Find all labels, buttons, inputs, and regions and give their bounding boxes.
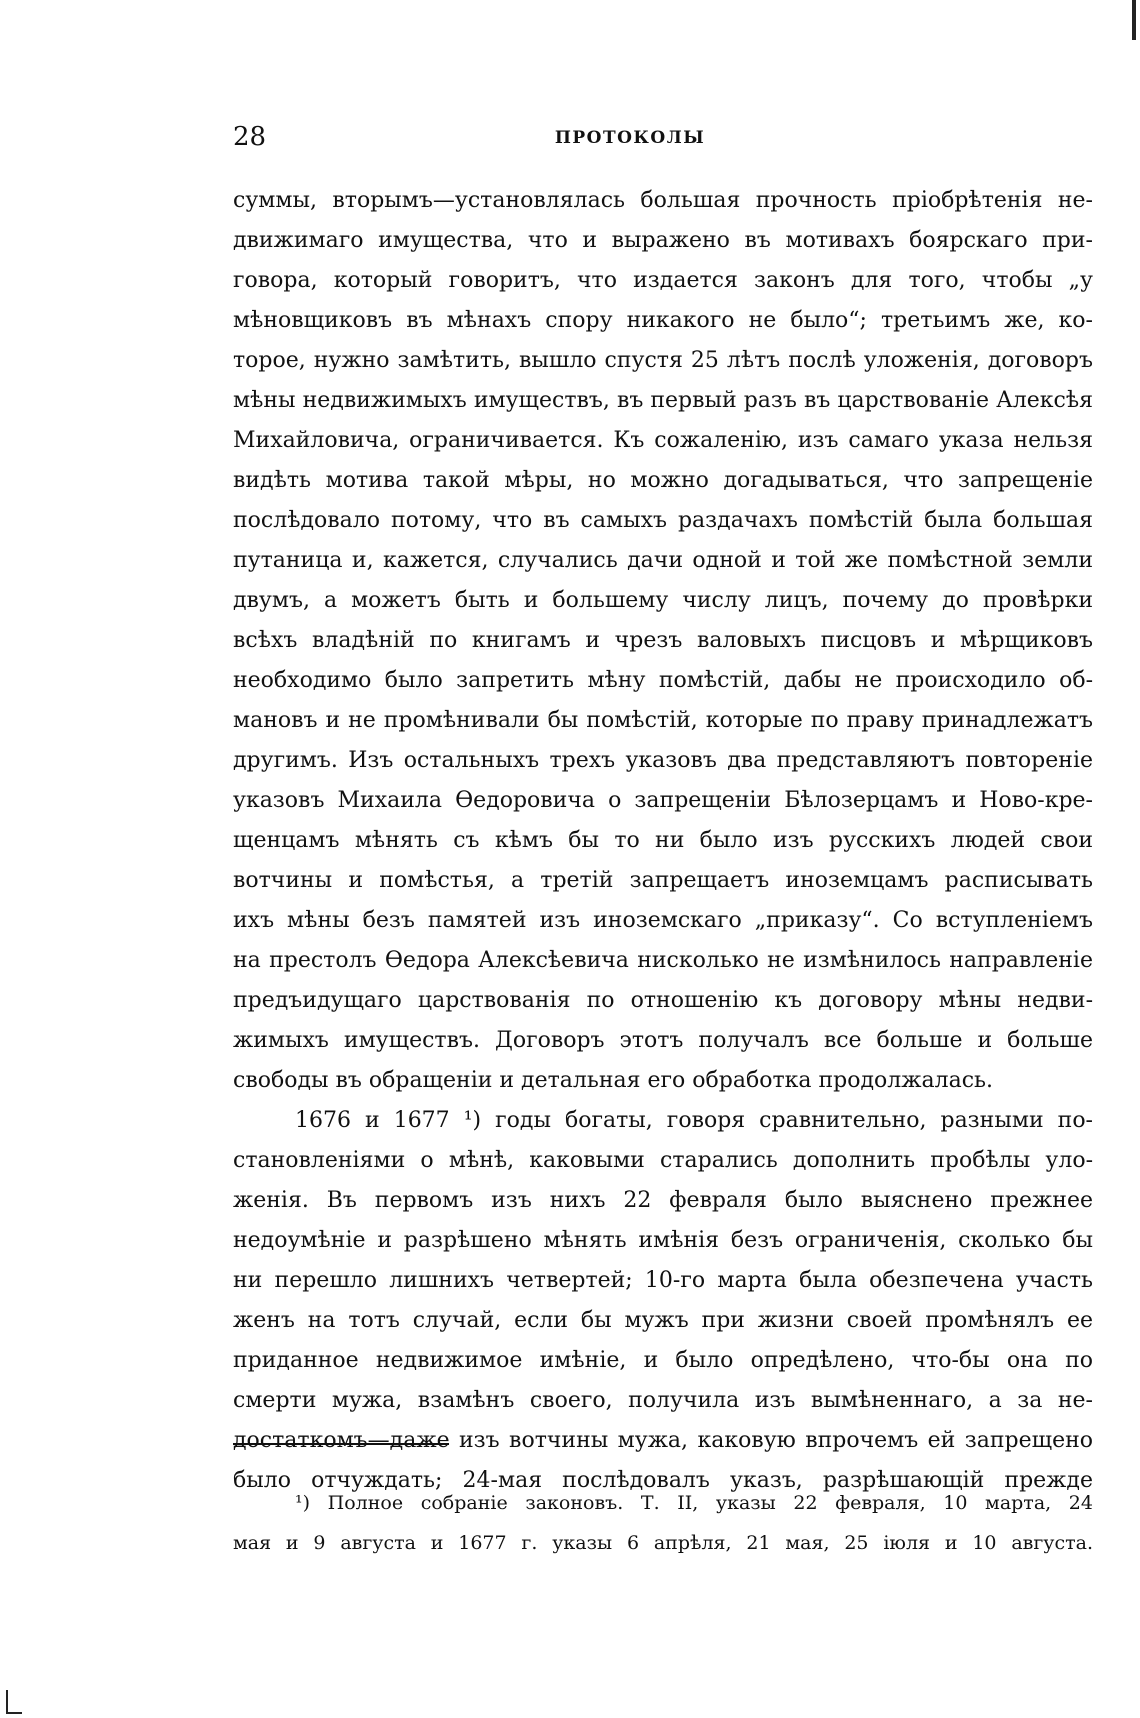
text-line: женъ на тотъ случай, если бы мужъ при жизни своей промѣнялъ ее — [233, 1308, 1093, 1333]
text-line: было отчуждать; 24-мая послѣдовалъ указъ, разрѣшающій прежде — [233, 1468, 1093, 1493]
text-line: Михайловича, ограничивается. Къ сожаленію, изъ самаго указа нельзя — [233, 428, 1093, 453]
text-line: путаница и, кажется, случались дачи одной и той же помѣстной земли — [233, 548, 1093, 573]
text-line: 1676 и 1677 ¹) годы богаты, говоря сравнительно, разными по- — [295, 1108, 1093, 1133]
text-line: мановъ и не промѣнивали бы помѣстій, которые по праву принадлежатъ — [233, 708, 1093, 733]
text-line: двумъ, а можетъ быть и большему числу лицъ, почему до провѣрки — [233, 588, 1093, 613]
page-number: 28 — [233, 122, 267, 152]
text-line: свободы въ обращеніи и детальная его обработка продолжалась. — [233, 1068, 993, 1093]
text-line: послѣдовало потому, что въ самыхъ раздачахъ помѣстій была большая — [233, 508, 1093, 533]
text-line: другимъ. Изъ остальныхъ трехъ указовъ два представляютъ повтореніе — [233, 748, 1093, 773]
text-line: говора, который говоритъ, что издается законъ для того, чтобы „у — [233, 268, 1093, 293]
text-line: жимыхъ имуществъ. Договоръ этотъ получалъ все больше и больше — [233, 1028, 1093, 1053]
text-line: женія. Въ первомъ изъ нихъ 22 февраля было выяснено прежнее — [233, 1188, 1093, 1213]
text-line: предъидущаго царствованія по отношенію къ договору мѣны недви- — [233, 988, 1093, 1013]
text-line: всѣхъ владѣній по книгамъ и чрезъ валовыхъ писцовъ и мѣрщиковъ — [233, 628, 1093, 653]
text-line: видѣть мотива такой мѣры, но можно догадываться, что запрещеніе — [233, 468, 1093, 493]
text-line: становленіями о мѣнѣ, каковыми старались дополнить пробѣлы уло- — [233, 1148, 1093, 1173]
text-line: смерти мужа, взамѣнъ своего, получила изъ вымѣненнаго, а за не- — [233, 1388, 1093, 1413]
footnotes — [233, 1483, 1093, 1563]
text-line: недоумѣніе и разрѣшено мѣнять имѣнія безъ ограниченія, сколько бы — [233, 1228, 1093, 1253]
running-title: ПРОТОКОЛЫ — [554, 128, 706, 148]
text-line: щенцамъ мѣнять съ кѣмъ бы то ни было изъ русскихъ людей свои — [233, 828, 1093, 853]
text-line: приданное недвижимое имѣніе, и было опредѣлено, что-бы она по — [233, 1348, 1093, 1373]
text-line: необходимо было запретить мѣну помѣстій, дабы не происходило об- — [233, 668, 1093, 693]
text-line: суммы, вторымъ—установлялась большая прочность пріобрѣтенія не- — [233, 188, 1093, 213]
text-line: движимаго имущества, что и выражено въ мотивахъ боярскаго при- — [233, 228, 1093, 253]
body-text — [233, 181, 1093, 1501]
scan-edge-mark — [1132, 0, 1136, 40]
text-line: вотчины и помѣстья, а третій запрещаетъ иноземцамъ расписывать — [233, 868, 1093, 893]
scan-corner-mark — [6, 1690, 22, 1714]
text-line: на престолъ Өедора Алексѣевича нисколько не измѣнилось направленіе — [233, 948, 1093, 973]
text-line: указовъ Михаила Өедоровича о запрещеніи Бѣлозерцамъ и Ново-кре- — [233, 788, 1093, 813]
footnote-divider — [233, 1443, 449, 1445]
text-line: мѣны недвижимыхъ имуществъ, въ первый разъ въ царствованіе Алексѣя — [233, 388, 1093, 413]
text-line: ни перешло лишнихъ четвертей; 10-го марта была обезпечена участь — [233, 1268, 1093, 1293]
footnote-line: мая и 9 августа и 1677 г. указы 6 апрѣля, 21 мая, 25 іюля и 10 августа. — [233, 1532, 1093, 1554]
text-line: достаткомъ—даже изъ вотчины мужа, каковую впрочемъ ей запрещено — [233, 1428, 1093, 1453]
text-line: ихъ мѣны безъ памятей изъ иноземскаго „приказу“. Со вступленіемъ — [233, 908, 1093, 933]
footnote-line: ¹) Полное собраніе законовъ. Т. II, указы 22 февраля, 10 марта, 24 — [295, 1492, 1093, 1514]
text-line: мѣновщиковъ въ мѣнахъ спору никакого не было“; третьимъ же, ко- — [233, 308, 1093, 333]
text-line: торое, нужно замѣтить, вышло спустя 25 лѣтъ послѣ уложенія, договоръ — [233, 348, 1093, 373]
